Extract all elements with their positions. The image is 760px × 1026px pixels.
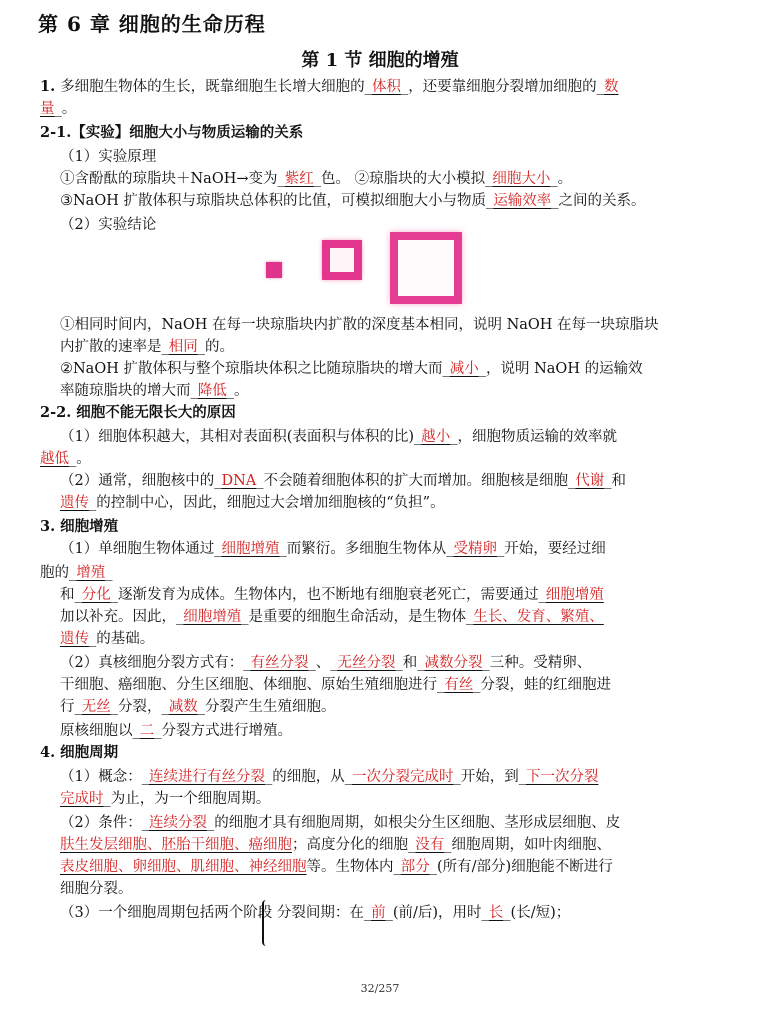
- body-text: _分裂产生生殖细胞。: [197, 699, 336, 715]
- text-line: [40, 168, 572, 190]
- answer-text: 紫红: [284, 171, 314, 187]
- text-line: [40, 902, 570, 924]
- body-text: _的基础。: [89, 631, 155, 647]
- answer-text: 遗传: [60, 631, 89, 647]
- answer-text: 无丝分裂: [337, 655, 396, 671]
- answer-text: 二: [139, 723, 155, 739]
- body-text: _不会随着细胞体积的扩大而增加。细胞核是细胞_: [256, 473, 576, 489]
- text-line: [40, 562, 113, 584]
- text-line: [40, 788, 270, 810]
- body-text: _分裂，_: [110, 699, 169, 715]
- body-text: _(前/后)，用时_: [385, 905, 489, 921]
- text-line: [40, 336, 234, 358]
- answer-text: 越低: [40, 451, 69, 467]
- answer-text: 运输效率: [493, 193, 552, 209]
- body-text: _细胞周期，如叶肉细胞、: [444, 837, 611, 853]
- body-text: _和: [604, 473, 627, 489]
- answer-text: 下一次分裂: [525, 769, 599, 785]
- body-text: _的细胞，从_: [264, 769, 352, 785]
- body-text: （3）一个细胞周期包括两个阶段 分裂间期：在_: [60, 905, 372, 921]
- body-text: （2）条件：_: [60, 815, 149, 831]
- answer-text: 前: [371, 905, 386, 921]
- body-text: 干细胞、癌细胞、分生区细胞、体细胞、原始生殖细胞进行_: [60, 677, 445, 693]
- body-text: 内扩散的速率是_: [60, 339, 169, 355]
- body-text: 细胞分裂。: [60, 881, 133, 897]
- text-line: [40, 720, 292, 742]
- text-line: [40, 834, 611, 856]
- body-text: _和_: [395, 655, 425, 671]
- answer-text: 增殖: [76, 565, 106, 581]
- answer-text: 部分: [400, 859, 430, 875]
- heading-text: 3. 细胞增殖: [40, 518, 119, 535]
- text-line: [40, 380, 249, 402]
- answer-text: 表皮细胞、卵细胞、肌细胞、神经细胞: [60, 859, 307, 875]
- answer-text: 量: [40, 101, 55, 117]
- body-text: _: [105, 565, 113, 581]
- chapter-title: 第 6 章 细胞的生命历程: [38, 12, 266, 36]
- body-text: _(长/短)；: [503, 905, 571, 921]
- heading-text: 2-1.【实验】细胞大小与物质运输的关系: [40, 124, 304, 141]
- answer-text: 细胞增殖: [183, 609, 242, 625]
- body-text: （2）真核细胞分裂方式有：_: [60, 655, 251, 671]
- text-line: [40, 122, 303, 144]
- text-line: [40, 470, 626, 492]
- body-text: _。: [54, 101, 77, 117]
- medium-agar-cube: [322, 240, 362, 280]
- text-line: [40, 98, 76, 120]
- body-text: ①含酚酞的琼脂块＋NaOH→变为_: [60, 171, 285, 187]
- body-text: _，说明 NaOH 的运输效: [478, 361, 643, 377]
- text-line: [40, 856, 613, 878]
- answer-text: 细胞增殖: [221, 541, 280, 557]
- text-line: [40, 812, 620, 834]
- body-text: （1）概念：_: [60, 769, 149, 785]
- answer-text: 连续分裂: [148, 815, 207, 831]
- body-text: _。: [550, 171, 573, 187]
- body-text: （1）细胞体积越大，其相对表面积(表面积与体积的比)_: [60, 429, 422, 445]
- body-text: _而繁衍。多细胞生物体从_: [279, 541, 454, 557]
- text-line: [40, 146, 156, 168]
- body-text: _。: [226, 383, 249, 399]
- heading-text: 1.: [40, 78, 61, 95]
- answer-text: 降低: [197, 383, 227, 399]
- answer-text: 分化: [81, 587, 111, 603]
- text-line: [40, 674, 611, 696]
- text-line: [40, 742, 118, 764]
- answer-text: 肤生发层细胞、胚胎干细胞、癌细胞: [60, 837, 292, 853]
- text-line: [40, 652, 591, 674]
- body-text: （1）单细胞生物体通过_: [60, 541, 222, 557]
- body-text: _分裂，蛙的红细胞进: [473, 677, 611, 693]
- text-line: [40, 214, 156, 236]
- answer-text: 数: [603, 79, 619, 95]
- body-text: _之间的关系。: [551, 193, 646, 209]
- body-text: _色。 ②琼脂块的大小模拟_: [313, 171, 493, 187]
- small-agar-cube: [266, 262, 282, 278]
- agar-cubes-image: [260, 232, 470, 308]
- section-title: 第 1 节 细胞的增殖: [301, 50, 459, 71]
- body-text: 等。生物体内_: [306, 859, 401, 875]
- body-text: _(所有/部分)细胞能不断进行: [429, 859, 613, 875]
- answer-text: 完成时: [60, 791, 104, 807]
- text-cursor-icon: [262, 900, 270, 946]
- answer-text: 细胞增殖: [545, 587, 604, 603]
- body-text: _的细胞才具有细胞周期，如根尖分生区细胞、茎形成层细胞、皮: [206, 815, 621, 831]
- body-text: _三种。受精卵、: [482, 655, 592, 671]
- answer-text: 有丝: [444, 677, 474, 693]
- answer-text: 没有: [415, 837, 445, 853]
- answer-text: 无丝: [81, 699, 111, 715]
- text-line: [40, 314, 659, 336]
- large-agar-cube: [390, 232, 462, 304]
- heading-text: 4. 细胞周期: [40, 744, 119, 761]
- body-text: _为止，为一个细胞周期。: [103, 791, 271, 807]
- body-text: _。: [69, 451, 91, 467]
- body-text: _开始，要经过细: [496, 541, 606, 557]
- heading-text: 2-2. 细胞不能无限长大的原因: [40, 404, 236, 421]
- answer-text: 连续进行有丝分裂: [148, 769, 265, 785]
- text-line: [40, 516, 118, 538]
- body-text: （2）通常，细胞核中的_: [60, 473, 222, 489]
- body-text: ③NaOH 扩散体积与琼脂块总体积的比值，可模拟细胞大小与物质_: [60, 193, 494, 209]
- answer-text: 受精卵: [453, 541, 497, 557]
- body-text: ②NaOH 扩散体积与整个琼脂块体积之比随琼脂块的增大而_: [60, 361, 450, 377]
- answer-text: 长: [488, 905, 504, 921]
- text-line: [40, 402, 236, 424]
- body-text: _的。: [197, 339, 234, 355]
- answer-text: 减数分裂: [424, 655, 483, 671]
- answer-text: 生长、发育、繁殖、: [473, 609, 604, 625]
- text-line: [40, 538, 606, 560]
- body-text: _的控制中心，因此，细胞过大会增加细胞核的“负担”。: [89, 495, 445, 511]
- text-line: [40, 76, 618, 98]
- text-line: [40, 606, 604, 628]
- text-line: [40, 492, 445, 514]
- body-text: （1）实验原理: [60, 149, 157, 165]
- body-text: 率随琼脂块的增大而_: [60, 383, 198, 399]
- answer-text: 越小: [421, 429, 451, 445]
- text-line: [40, 584, 604, 606]
- answer-text: 细胞大小: [492, 171, 551, 187]
- body-text: ；高度分化的细胞_: [292, 837, 416, 853]
- answer-text: 代谢: [575, 473, 605, 489]
- answer-text: DNA: [221, 473, 257, 489]
- text-line: [40, 766, 598, 788]
- answer-text: 减数: [168, 699, 198, 715]
- body-text: 和_: [60, 587, 82, 603]
- text-line: [40, 358, 643, 380]
- text-line: [40, 426, 617, 448]
- body-text: _，还要靠细胞分裂增加细胞的_: [400, 79, 604, 95]
- body-text: 胞的_: [40, 565, 77, 581]
- answer-text: 遗传: [60, 495, 89, 511]
- page-number: 32/257: [360, 982, 400, 995]
- answer-text: 减小: [449, 361, 479, 377]
- body-text: _逐渐发育为成体。生物体内，也不断地有细胞衰老死亡，需要通过_: [110, 587, 546, 603]
- text-line: [40, 448, 91, 470]
- text-line: [40, 628, 154, 650]
- body-text: _开始，到_: [453, 769, 526, 785]
- text-line: [40, 696, 336, 718]
- body-text: _，细胞物质运输的效率就: [450, 429, 618, 445]
- body-text: 原核细胞以_: [60, 723, 140, 739]
- body-text: _是重要的细胞生命活动，是生物体_: [241, 609, 474, 625]
- body-text: 多细胞生物体的生长，既靠细胞生长增大细胞的_: [60, 79, 372, 95]
- answer-text: 体积: [371, 79, 401, 95]
- body-text: _、_: [308, 655, 338, 671]
- body-text: ①相同时间内，NaOH 在每一块琼脂块内扩散的深度基本相同，说明 NaOH 在每一块琼脂块: [60, 317, 659, 333]
- body-text: 加以补充。因此，_: [60, 609, 184, 625]
- body-text: （2）实验结论: [60, 217, 157, 233]
- answer-text: 一次分裂完成时: [351, 769, 454, 785]
- answer-text: 有丝分裂: [250, 655, 309, 671]
- answer-text: 相同: [168, 339, 198, 355]
- body-text: 行_: [60, 699, 82, 715]
- body-text: _分裂方式进行增殖。: [154, 723, 292, 739]
- text-line: [40, 190, 645, 212]
- text-line: [40, 878, 133, 900]
